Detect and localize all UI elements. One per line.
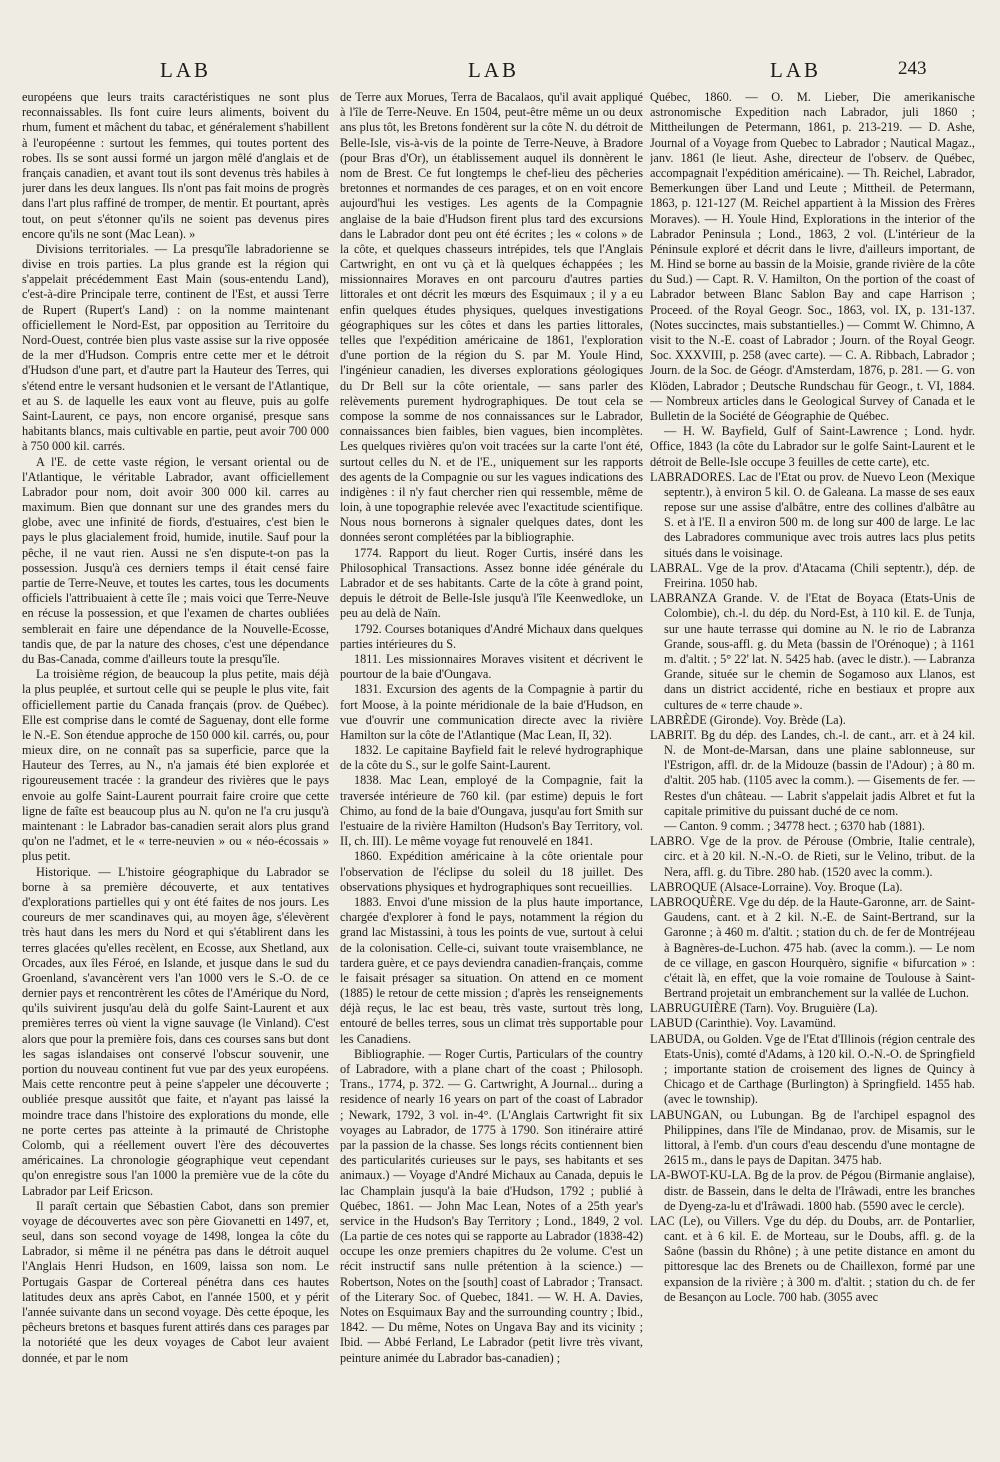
dictionary-entry: LABRADORES. Lac de l'Etat ou prov. de Nuevo Leon (Mexique septentr.), à environ 5 kil. O. de Galeana. La masse de ses eaux repose sur une assise d'albâtre, entre des collines d'albâtre au S. et à l'E. Il a environ 500 m. de long sur 400 de large. Le lac des Labradores communique avec trois autres lacs plus petits situés dans le voisinage. bbox=[650, 469, 975, 560]
header-center-word: LAB bbox=[468, 58, 519, 82]
paragraph: Il paraît certain que Sébastien Cabot, dans son premier voyage de découvertes avec son père Giovanetti en 1497, et, seul, dans son second voyage de 1498, longea la côte du Labrador, si même il ne pénétra pas dans le détroit auquel l'Anglais Henri Hudson, en 1609, laissa son nom. Le Portugais Gaspar de Cortereal pénétra dans ces hautes latitudes deux ans après Cabot, en l'année 1500, et y périt l'année suivante dans un second voyage. Dès cette époque, les pêcheurs bretons et basques furent attirés dans ces parages par la notoriété que les deux voyages de Cabot leur avaient donnée, et par le nom bbox=[22, 1198, 329, 1365]
paragraph: — Canton. 9 comm. ; 34778 hect. ; 6370 hab (1881). bbox=[664, 819, 925, 833]
paragraph: européens que leurs traits caractéristiques ne sont plus reconnaissables. Ils font cuire leurs aliments, boivent du rhum, fument et mâchent du tabac, et généralement s'habillent à l'européenne : surtout les femmes, qui toutes portent des robes. Ils se sont aussi formé un jargon mêlé d'anglais et de français canadien, et avant tout ils sont devenus très habiles à jurer dans les deux langues. Ils n'ont pas fait moins de progrès dans l'art plus raffiné de tromper, de mentir. Et pourtant, après tout, on peut s'étonner qu'ils ne soient pas devenus pires encore qu'ils ne sont (Mac Lean). » bbox=[22, 90, 329, 241]
paragraph: La troisième région, de beaucoup la plus petite, mais déjà la plus peuplée, et surtout celle qui se peuple le plus vite, fait officiellement partie du Canada français (prov. de Québec). Elle est comprise dans le comté de Saguenay, dont elle forme le N.-E. Son étendue approche de 150 000 kil. carrés, ou, pour mieux dire, on ne connaît pas sa superficie, parce que la Hauteur des Terres, au N., n'a jamais été bien explorée et rigoureusement tracée : la grandeur des rivières que le pays envoie au golfe Saint-Laurent pourrait faire croire que cette ligne de faîte est beaucoup plus au N. qu'on ne l'a cru jusqu'à maintenant : le Labrador bas-canadien serait alors plus grand qu'on ne l'admet, et le « terre-neuvien » ou « néo-écossais » plus petit. bbox=[22, 667, 329, 864]
dictionary-entry: LABUDA, ou Golden. Vge de l'Etat d'Illinois (région centrale des Etats-Unis), comté d'Adams, à 120 kil. O.-N.-O. de Springfield ; importante station de croisement des lignes de Quincy à Chicago et de Carthage (Burlington) à Springfield. 1455 hab. (avec le township). bbox=[650, 1031, 975, 1107]
header-left-word: LAB bbox=[160, 58, 211, 82]
paragraph: — H. W. Bayfield, Gulf of Saint-Lawrence ; Lond. hydr. Office, 1843 (la côte du Labrador sur le golfe Saint-Laurent et le détroit de Belle-Isle occupe 3 feuilles de cette carte), etc. bbox=[650, 424, 975, 469]
paragraph: 1860. Expédition américaine à la côte orientale pour l'observation de l'éclipse du soleil du 18 juillet. Des observations physiques et hydrographiques sont recueillies. bbox=[340, 849, 643, 894]
dictionary-entry: LABUD (Carinthie). Voy. Lavamünd. bbox=[650, 1016, 836, 1031]
paragraph: 1831. Excursion des agents de la Compagnie à partir du fort Moose, à la pointe méridionale de la baie d'Hudson, en vue d'ouvrir une communication directe avec la rivière Hamilton sur la côte de l'Atlantique (Mac Lean, II, 32). bbox=[340, 682, 643, 742]
dictionary-entry: LABRANZA Grande. V. de l'Etat de Boyaca (Etats-Unis de Colombie), ch.-l. du dép. du Nord-Est, à 110 kil. E. de Tunja, sur une haute terrasse qui domine au N. le rio de Labranza Grande, sous-affl. g. du Meta (bassin de l'Orénoque) ; à 1161 m. d'altit. ; 5° 22' lat. N. 5425 hab. (avec le distr.). — Labranza Grande, située sur le chemin de Sogamoso aux Llanos, est dans un district accidenté, riche en bestiaux et propre aux cultures de « terre chaude ». bbox=[650, 591, 975, 712]
paragraph: 1838. Mac Lean, employé de la Compagnie, fait la traversée intérieure de 760 kil. (par estime) depuis le fort Chimo, au fond de la baie d'Oungava, jusqu'au fort Smith sur l'estuaire de la rivière Hamilton (Hudson's Bay Territory, vol. II, ch. III). Le même voyage fut renouvelé en 1841. bbox=[340, 773, 643, 849]
paragraph: de Terre aux Morues, Terra de Bacalaos, qu'il avait appliqué à l'île de Terre-Neuve. En 1504, peut-être même un ou deux ans plus tôt, les Bretons fondèrent sur la côte N. du détroit de Belle-Isle, vis-à-vis de la pointe de Terre-Neuve, à Bradore (pour Bras d'Or), un établissement auquel ils donnèrent le nom de Brest. Ce fut longtemps le chef-lieu des pêcheries bretonnes et normandes de ces parages, et on en voit encore aujourd'hui les vestiges. Les agents de la Compagnie anglaise de la baie d'Hudson firent plus tard des excursions dans le Labrador dont peu ont été écrites ; les « colons » de la côte, et quelques chasseurs intrépides, tels que l'Anglais Cartwright, en ont vu çà et là quelques échappées ; les missionnaires Moraves en ont parcouru d'autres parties littorales et ont décrit les mœurs des Esquimaux ; il y a eu enfin quelques études physiques, quelques investigations géographiques sur les côtes et dans les parties littorales, telles que l'expédition américaine de 1861, l'exploration d'une portion de la région du S. par M. Youle Hind, l'ingénieur canadien, les diverses explorations géologiques du Dr Bell sur la côte orientale, — sans parler des relèvements purement hydrographiques. De tout cela se compose la somme de nos connaissances sur le Labrador, connaissances bien faibles, bien vagues, bien incomplètes. Les quelques rivières qu'on voit tracées sur la carte l'ont été, surtout celles du N. et de l'E., uniquement sur les rapports des agents de la Compagnie ou sur les vagues indications des indigènes : il n'y faut chercher rien qui ressemble, même de loin, à une topographie relevée avec l'exactitude scientifique. Nous nous bornerons à signaler quelques dates, dont les données seront complétées par la bibliographie. bbox=[340, 90, 643, 545]
paragraph: 1811. Les missionnaires Moraves visitent et décrivent le pourtour de la baie d'Oungava. bbox=[340, 651, 643, 682]
page-number: 243 bbox=[898, 58, 927, 79]
running-header bbox=[0, 58, 1000, 86]
paragraph: A l'E. de cette vaste région, le versant oriental ou de l'Atlantique, le véritable Labrador, avant officiellement Labrador pour nom, doit avoir 300 000 kil. carres au maximum. Bien que donnant sur une des grandes mers du globe, avec une infinité de fiords, d'estuaires, c'est bien le pays le plus glacialement froid, humide, inutile. Sauf pour la pêche, il ne vaut rien. Aussi ne s'en dispute-t-on pas la possession. Jusqu'à ces derniers temps il était censé faire partie de Terre-Neuve, et toutes les cartes, tous les documents officiels l'attribuaient à cette île ; mais voici que Terre-Neuve en récuse la possession, et que l'examen de chartes oubliées semblerait en faire une dépendance de la Nouvelle-Ecosse, tandis que, de par la nature des choses, c'est une dépendance du Bas-Canada, comme d'ailleurs toute la presqu'île. bbox=[22, 454, 329, 666]
dictionary-entry: LABRAL. Vge de la prov. d'Atacama (Chili septentr.), dép. de Freirina. 1050 hab. bbox=[650, 560, 975, 590]
dictionary-entry: LABROQUE (Alsace-Lorraine). Voy. Broque (La). bbox=[650, 879, 903, 894]
dictionary-entry: LABRUGUIÈRE (Tarn). Voy. Bruguière (La). bbox=[650, 1001, 878, 1016]
paragraph: 1792. Courses botaniques d'André Michaux dans quelques parties intérieures du S. bbox=[340, 621, 643, 651]
dictionary-entry: LABRO. Vge de la prov. de Pérouse (Ombrie, Italie centrale), circ. et à 20 kil. N.-N.-O. de Rieti, sur le Velino, tribut. de la Nera, affl. g. du Tibre. 280 hab. (1520 avec la comm.). bbox=[650, 834, 975, 879]
dictionary-entry: LABROQUÈRE. Vge du dép. de la Haute-Garonne, arr. de Saint-Gaudens, cant. et à 2 kil. N.-E. de Saint-Bertrand, sur la Garonne ; à 460 m. d'altit. ; station du ch. de fer de Montréjeau à Bagnères-de-Luchon. 475 hab. (avec la comm.). — Le nom de ce village, en gascon Hourquèro, signifie « bifurcation » : c'était là, en effet, que la voie romaine de Toulouse à Saint-Bertrand projetait un embranchement sur la vallée de Luchon. bbox=[650, 894, 975, 1001]
dictionary-entry: LAC (Le), ou Villers. Vge du dép. du Doubs, arr. de Pontarlier, cant. et à 6 kil. E. de Morteau, sur le Doubs, affl. g. de la Saône (bassin du Rhône) ; à une petite distance en amont du pittoresque lac des Brenets ou de Chaillexon, formé par une expansion de la rivière ; à 300 m. d'altit. ; station du ch. de fer de Besançon au Locle. 700 hab. (3055 avec bbox=[650, 1213, 975, 1304]
dictionary-entry: LABRÈDE (Gironde). Voy. Brède (La). bbox=[650, 712, 846, 727]
paragraph: Divisions territoriales. — La presqu'île labradorienne se divise en trois parties. La plus grande est la région qui s'appelait précédemment East Main (sous-entendu Land), c'est-à-dire Principale terre, continent de l'Est, et aussi Terre de Rupert (Rupert's Land) : on la nomme maintenant officiellement le Nord-Est, par opposition au Territoire du Nord-Ouest, contrée bien plus vaste assise sur la rive opposée de la mer d'Hudson. Compris entre cette mer et le détroit d'Hudson d'une part, et d'autre part la Hauteur des Terres, qui s'étend entre le versant hudsonien et le versant de l'Atlantique, et au S. de laquelle les eaux vont au fleuve, puis au golfe Saint-Laurent, ce pays, non encore organisé, presque sans habitants blancs, mais cultivable en partie, peut avoir 700 000 à 750 000 kil. carrés. bbox=[22, 241, 329, 454]
paragraph: Québec, 1860. — O. M. Lieber, Die amerikanische astronomische Expedition nach Labrador, juli 1860 ; Mittheilungen de Petermann, 1861, p. 213-219. — D. Ashe, Journal of a Voyage from Quebec to Labrador ; Nautical Magaz., janv. 1861 (le lieut. Ashe, directeur de l'observ. de Québec, accompagnait l'expédition américaine). — Th. Reichel, Labrador, Bemerkungen über Land und Leute ; Mittheil. de Petermann, 1863, p. 121-127 (M. Reichel appartient à la Mission des Frères Moraves). — H. Youle Hind, Explorations in the interior of the Labrador Peninsula ; Lond., 1863, 2 vol. (L'intérieur de la Péninsule exploré et décrit dans le livre, d'ailleurs important, de M. Hind se borne au bassin de la Moisie, grande rivière de la côte du Sud.) — Capt. R. V. Hamilton, On the portion of the coast of Labrador between Blanc Sablon Bay and cape Harrison ; Proceed. of the Royal Geogr. Soc., 1863, vol. IX, p. 131-137. (Notes succinctes, mais substantielles.) — Commt W. Chimno, A visit to the N.-E. coast of Labrador ; Journ. of the Royal Geogr. Soc. XXXVIII, p. 258 (avec carte). — C. A. Ribbach, Labrador ; Journ. de la Soc. de Géogr. d'Amsterdam, 1876, p. 281. — G. von Klöden, Labrador ; Deutsche Rundschau für Geogr., t. VI, 1884. — Nombreux articles dans le Geological Survey of Canada et le Bulletin de la Société de Géographie de Québec. bbox=[650, 90, 975, 423]
paragraph: 1883. Envoi d'une mission de la plus haute importance, chargée d'explorer à fond le pays, notamment la région du grand lac Mistassini, à tous les points de vue, surtout à celui de la colonisation. Celle-ci, suivant toute vraisemblance, ne tardera guère, et ce pays deviendra canadien-français, comme le faisait présager sa situation. On attend en ce moment (1885) le retour de cette mission ; d'après les renseignements déjà reçus, le lac est beau, très vaste, surtout très long, entouré de belles terres, sous un climat très supportable pour les Canadiens. bbox=[340, 894, 643, 1046]
paragraph: Historique. — L'histoire géographique du Labrador se borne à sa première découverte, et aux tentatives d'explorations partielles qui y ont été faites de nos jours. Les coureurs de mer scandinaves qui, au moyen âge, s'élevèrent très haut dans les mers du Nord et qui s'établirent dans les terres glacées qu'elles recèlent, en Ecosse, aux Shetland, aux Orcades, aux îles Féroé, en Islande, et jusque dans le sud du Groenland, s'avancèrent vers l'an 1000 vers le S.-O. de ce dernier pays et rencontrèrent les côtes de l'Amérique du Nord, qu'ils suivirent jusqu'au delà du golfe Saint-Laurent et aux premières terres où vient la vigne sauvage (le Vinland). C'est alors que pour la première fois, dans ces courses sans but dont les sagas islandaises ont conservé l'obscur souvenir, une portion du nouveau continent fut vue par des yeux européens. Mais cette rencontre peut à peine s'appeler une découverte ; oubliée presque aussitôt que faite, et n'ayant pas laissé la moindre trace dans l'histoire des explorations du monde, elle ne porte certes pas atteinte à la primauté de Christophe Colomb, qui a réellement ouvert l'ère des découvertes américaines. La chronologie géographique veut cependant qu'on enregistre sous l'an 1000 la première vue de la côte du Labrador par Leif Ericson. bbox=[22, 864, 329, 1198]
text-column-2 bbox=[340, 90, 643, 1455]
dictionary-entry: LABRIT. Bg du dép. des Landes, ch.-l. de cant., arr. et à 24 kil. N. de Mont-de-Marsan, dans une plaine sablonneuse, sur l'Estrigon, affl. dr. de la Midouze (bassin de l'Adour) ; à 80 m. d'altit. 205 hab. (1105 avec la comm.). — Gisements de fer. — Restes d'un château. — Labrit s'appelait jadis Albret et fut la capitale primitive du puissant duché de ce nom. bbox=[650, 727, 975, 818]
text-column-3 bbox=[650, 90, 975, 1455]
text-column-1 bbox=[22, 90, 329, 1455]
paragraph: 1774. Rapport du lieut. Roger Curtis, inséré dans les Philosophical Transactions. Assez bonne idée générale du Labrador et de ses habitants. Carte de la côte à grand point, depuis le détroit de Belle-Isle jusqu'à l'île Keenwedloke, un peu au delà de Naïn. bbox=[340, 545, 643, 621]
header-right-word: LAB bbox=[770, 58, 821, 82]
paragraph: 1832. Le capitaine Bayfield fait le relevé hydrographique de la côte du S., sur le golfe Saint-Laurent. bbox=[340, 743, 643, 773]
dictionary-entry: LA-BWOT-KU-LA. Bg de la prov. de Pégou (Birmanie anglaise), distr. de Bassein, dans le delta de l'Irâwadi, entre les branches de Dyeng-za-lu et d'Irâwadi. 1800 hab. (5590 avec le cercle). bbox=[650, 1168, 975, 1213]
paragraph: Bibliographie. — Roger Curtis, Particulars of the country of Labradore, with a plane chart of the coast ; Philosoph. Trans., 1774, p. 372. — G. Cartwright, A Journal... during a residence of nearly 16 years on part of the coast of Labrador ; Newark, 1792, 3 vol. in-4°. (L'Anglais Cartwright fit six voyages au Labrador, de 1775 à 1790. Son itinéraire attiré par la passion de la chasse. Ses longs récits contiennent bien des particularités curieuses sur le pays, ses habitants et ses animaux.) — Voyage d'André Michaux au Canada, depuis le lac Champlain jusqu'à la baie d'Hudson, 1792 ; publié à Québec, 1861. — John Mac Lean, Notes of a 25th year's service in the Hudson's Bay Territory ; Lond., 1849, 2 vol. (La partie de ces notes qui se rapporte au Labrador (1838-42) occupe les onze premiers chapitres du 2e volume. C'est un récit instructif sans nulle prétention à la science.) — Robertson, Notes on the [south] coast of Labrador ; Transact. of the Literary Soc. of Quebec, 1841. — W. H. A. Davies, Notes on Esquimaux Bay and the surrounding country ; Ibid., 1842. — Du même, Notes on Ungava Bay and its vicinity ; Ibid. — Abbé Ferland, Le Labrador (petit livre très vivant, peinture animée du Labrador bas-canadien) ; bbox=[340, 1046, 643, 1365]
dictionary-entry: LABUNGAN, ou Lubungan. Bg de l'archipel espagnol des Philippines, dans l'île de Mindanao, prov. de Misamis, sur le littoral, à l'emb. d'un cours d'eau descendu d'une montagne de 2615 m., dans le pays de Dapitan. 3475 hab. bbox=[650, 1107, 975, 1168]
